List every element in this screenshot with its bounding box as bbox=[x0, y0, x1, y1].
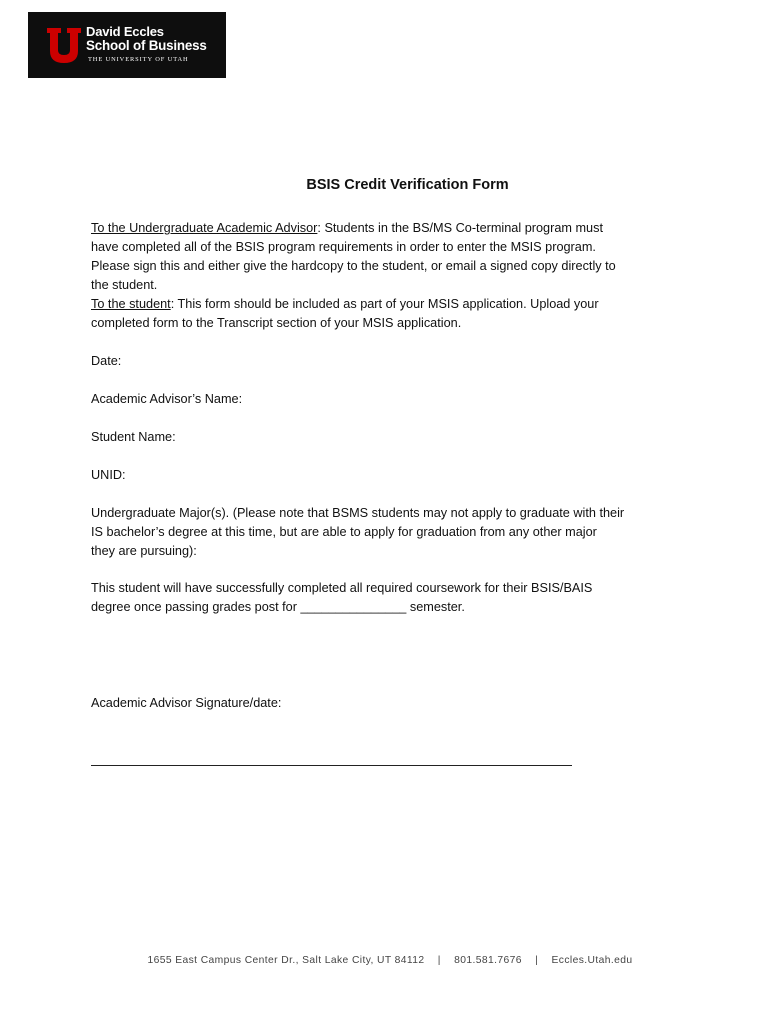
major-section bbox=[91, 504, 624, 561]
advisor-instructions bbox=[91, 219, 616, 333]
form-title: BSIS Credit Verification Form bbox=[306, 177, 509, 193]
student-text-1: : This form should be included as part of your MSIS application. Upload your bbox=[170, 297, 599, 311]
footer-separator: | bbox=[535, 955, 539, 966]
logo-line-1: David Eccles bbox=[86, 24, 164, 39]
advisor-heading: To the Undergraduate Academic Advisor bbox=[91, 221, 318, 235]
date-label: Date: bbox=[91, 354, 122, 368]
footer bbox=[0, 955, 770, 966]
completion-line-1: This student will have successfully completed all required coursework for their BSIS/BAIS bbox=[91, 581, 593, 595]
advisor-line-3: Please sign this and either give the hardcopy to the student, or email a signed copy directly to bbox=[91, 259, 616, 273]
major-line-2: IS bachelor’s degree at this time, but are able to apply for graduation from any other major bbox=[91, 525, 597, 539]
logo-line-2: School of Business bbox=[86, 38, 207, 53]
completion-line-2: degree once passing grades post for _______________ semester. bbox=[91, 600, 465, 614]
advisor-text-1: : Students in the BS/MS Co-terminal program must bbox=[317, 221, 603, 235]
logo-line-3: THE UNIVERSITY OF UTAH bbox=[88, 56, 189, 63]
footer-separator: | bbox=[437, 955, 441, 966]
signature-label: Academic Advisor Signature/date: bbox=[91, 696, 282, 710]
signature-line bbox=[91, 765, 572, 766]
advisor-line-2: have completed all of the BSIS program requirements in order to enter the MSIS program. bbox=[91, 240, 596, 254]
footer-website: Eccles.Utah.edu bbox=[551, 955, 633, 966]
advisor-line-1 bbox=[91, 219, 616, 238]
student-heading: To the student bbox=[91, 297, 171, 311]
major-line-3: they are pursuing): bbox=[91, 544, 197, 558]
footer-address: 1655 East Campus Center Dr., Salt Lake City, UT 84112 bbox=[147, 955, 425, 966]
student-line-2: completed form to the Transcript section of your MSIS application. bbox=[91, 316, 462, 330]
unid-label: UNID: bbox=[91, 468, 126, 482]
footer-phone: 801.581.7676 bbox=[454, 955, 522, 966]
advisor-line-4: the student. bbox=[91, 278, 158, 292]
block-u-icon bbox=[45, 26, 83, 64]
student-name-label: Student Name: bbox=[91, 430, 176, 444]
advisor-name-label: Academic Advisor’s Name: bbox=[91, 392, 243, 406]
completion-statement bbox=[91, 579, 592, 617]
school-logo bbox=[28, 12, 226, 78]
major-line-1: Undergraduate Major(s). (Please note that BSMS students may not apply to graduate with their bbox=[91, 506, 625, 520]
student-line-1 bbox=[91, 295, 616, 314]
